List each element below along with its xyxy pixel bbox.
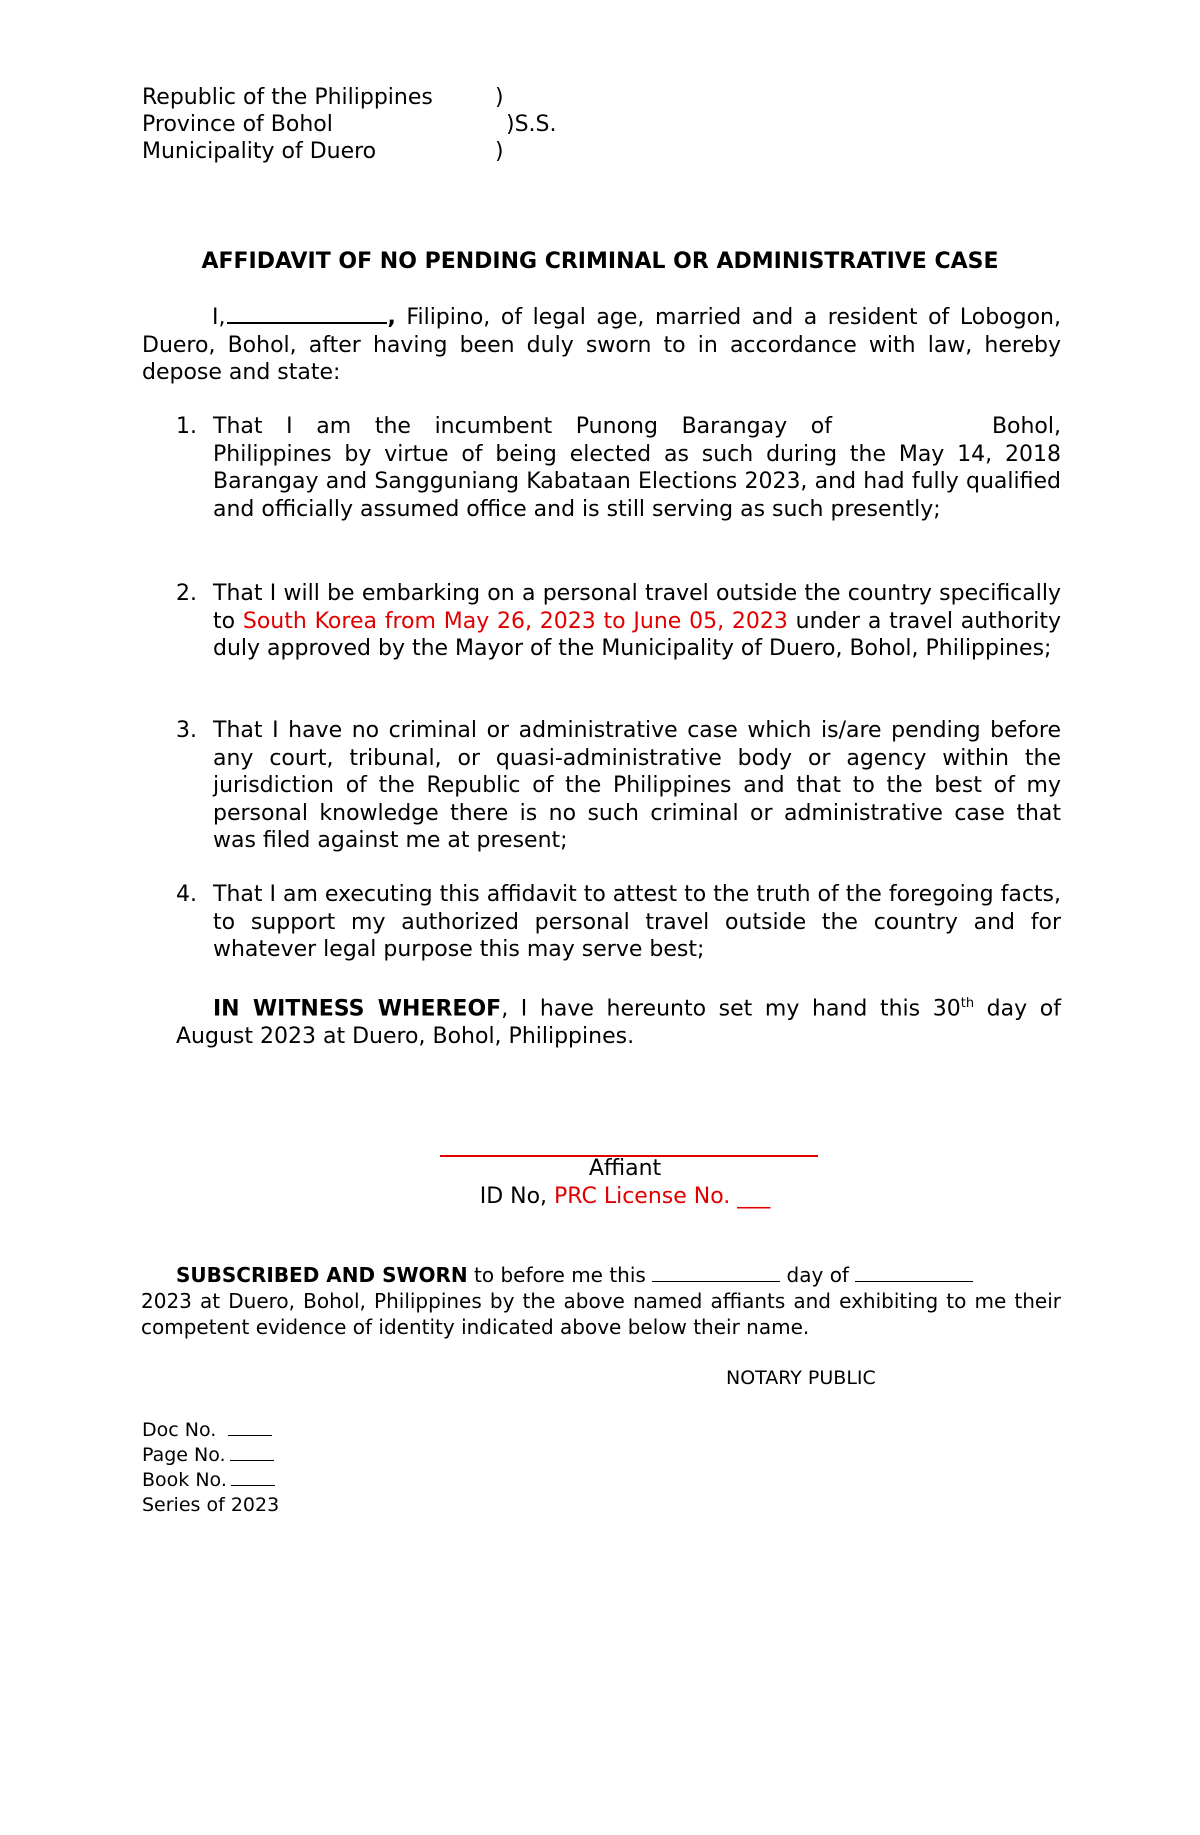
- doc-no-row: [142, 1418, 279, 1443]
- intro-paragraph: [142, 302, 1061, 387]
- doc-no-blank: [228, 1419, 272, 1436]
- item-text-b: Bohol, Philippines by virtue of being elected as such during the May 14, 2018 Barangay and Sangguniang Kabataan Elections 2023, and had fully qualified and officially assumed office and is still serving as such presently;: [213, 414, 1061, 522]
- venue-paren: ): [495, 139, 504, 164]
- item-text-a: That I will be embarking on a personal travel outside the country specifically to: [213, 581, 1061, 634]
- venue-block: [142, 84, 557, 165]
- list-item-4: [176, 881, 1061, 964]
- item-text: [213, 580, 1061, 663]
- jurat-line-1: [176, 1262, 1061, 1288]
- venue-municipality: Municipality of Duero: [142, 139, 377, 164]
- item-text: That I am executing this affidavit to attest to the truth of the foregoing facts, to support my authorized personal travel outside the country and for whatever legal purpose this may serve best;: [213, 882, 1061, 962]
- affiant-label: Affiant: [588, 1156, 662, 1181]
- venue-province: Province of Bohol: [142, 112, 333, 137]
- book-no-label: Book No.: [142, 1469, 227, 1491]
- witness-ordinal: th: [960, 996, 975, 1011]
- item-text-a: That I am the incumbent Punong Barangay of: [213, 414, 832, 439]
- notarial-register: [142, 1418, 279, 1518]
- prc-license: PRC License No. ___: [554, 1184, 771, 1209]
- id-prefix: ID No,: [479, 1184, 555, 1209]
- affiant-block: [400, 1155, 850, 1211]
- page-no-label: Page No.: [142, 1444, 226, 1466]
- list-item-3: [176, 717, 1061, 855]
- intro-start: I,: [212, 305, 226, 330]
- intro-comma: ,: [387, 305, 396, 330]
- venue-republic: Republic of the Philippines: [142, 85, 433, 110]
- witness-text-b: day of August 2023 at Duero, Bohol, Philippines.: [176, 996, 1061, 1049]
- intro-rest: Filipino, of legal age, married and a resident of Lobogon, Duero, Bohol, after having been duly sworn to in accordance with law, hereby depose and state:: [142, 305, 1061, 385]
- doc-no-label: Doc No.: [142, 1419, 217, 1441]
- list-item-2: [176, 580, 1061, 663]
- jurat-line-2: 2023 at Duero, Bohol, Philippines by the above named affiants and exhibiting to me their competent evidence of identity indicated above below their name.: [141, 1289, 1061, 1339]
- page-no-row: [142, 1443, 279, 1468]
- witness-paragraph: [176, 990, 1061, 1050]
- document-title: AFFIDAVIT OF NO PENDING CRIMINAL OR ADMINISTRATIVE CASE: [201, 249, 999, 274]
- witness-heading: IN WITNESS WHEREOF: [213, 996, 502, 1022]
- affiant-id: [400, 1183, 850, 1211]
- book-no-blank: [231, 1469, 275, 1486]
- item-number: 2.: [176, 581, 197, 606]
- book-no-row: [142, 1468, 279, 1493]
- venue-paren: ): [495, 85, 504, 110]
- witness-text-a: , I have hereunto set my hand this 30: [501, 996, 961, 1022]
- day-blank: [652, 1263, 780, 1282]
- item-text: That I have no criminal or administrative case which is/are pending before any court, tribunal, or quasi-administrative body or agency within the jurisdiction of the Republic of the Philippines and that to the best of my personal knowledge there is no such criminal or administrative case that was filed against me at present;: [213, 718, 1061, 853]
- item-number: 3.: [176, 718, 197, 743]
- jurat-paragraph: [141, 1262, 1061, 1340]
- jurat-text-b: day of: [780, 1263, 856, 1287]
- name-blank: [227, 302, 387, 324]
- jurat-heading: SUBSCRIBED AND SWORN: [176, 1263, 468, 1287]
- item-number: 1.: [176, 414, 197, 439]
- venue-row-municipality: [142, 138, 504, 165]
- series-row: Series of 2023: [142, 1494, 280, 1516]
- venue-row-republic: [142, 84, 504, 111]
- item-text: [213, 413, 1061, 523]
- item-number: 4.: [176, 882, 197, 907]
- venue-row-province: [142, 111, 557, 138]
- notary-public-label: NOTARY PUBLIC: [726, 1367, 876, 1389]
- venue-ss: )S.S.: [506, 112, 557, 137]
- month-blank: [855, 1263, 973, 1282]
- jurat-text-a: to before me this: [467, 1263, 653, 1287]
- travel-dates-highlight: South Korea from May 26, 2023 to June 05, 2023: [242, 608, 788, 634]
- item-text-b: under a travel authority duly approved by the Mayor of the Municipality of Duero, Bohol, Philippines;: [213, 608, 1061, 661]
- page-no-blank: [230, 1444, 274, 1461]
- list-item-1: [176, 413, 1061, 523]
